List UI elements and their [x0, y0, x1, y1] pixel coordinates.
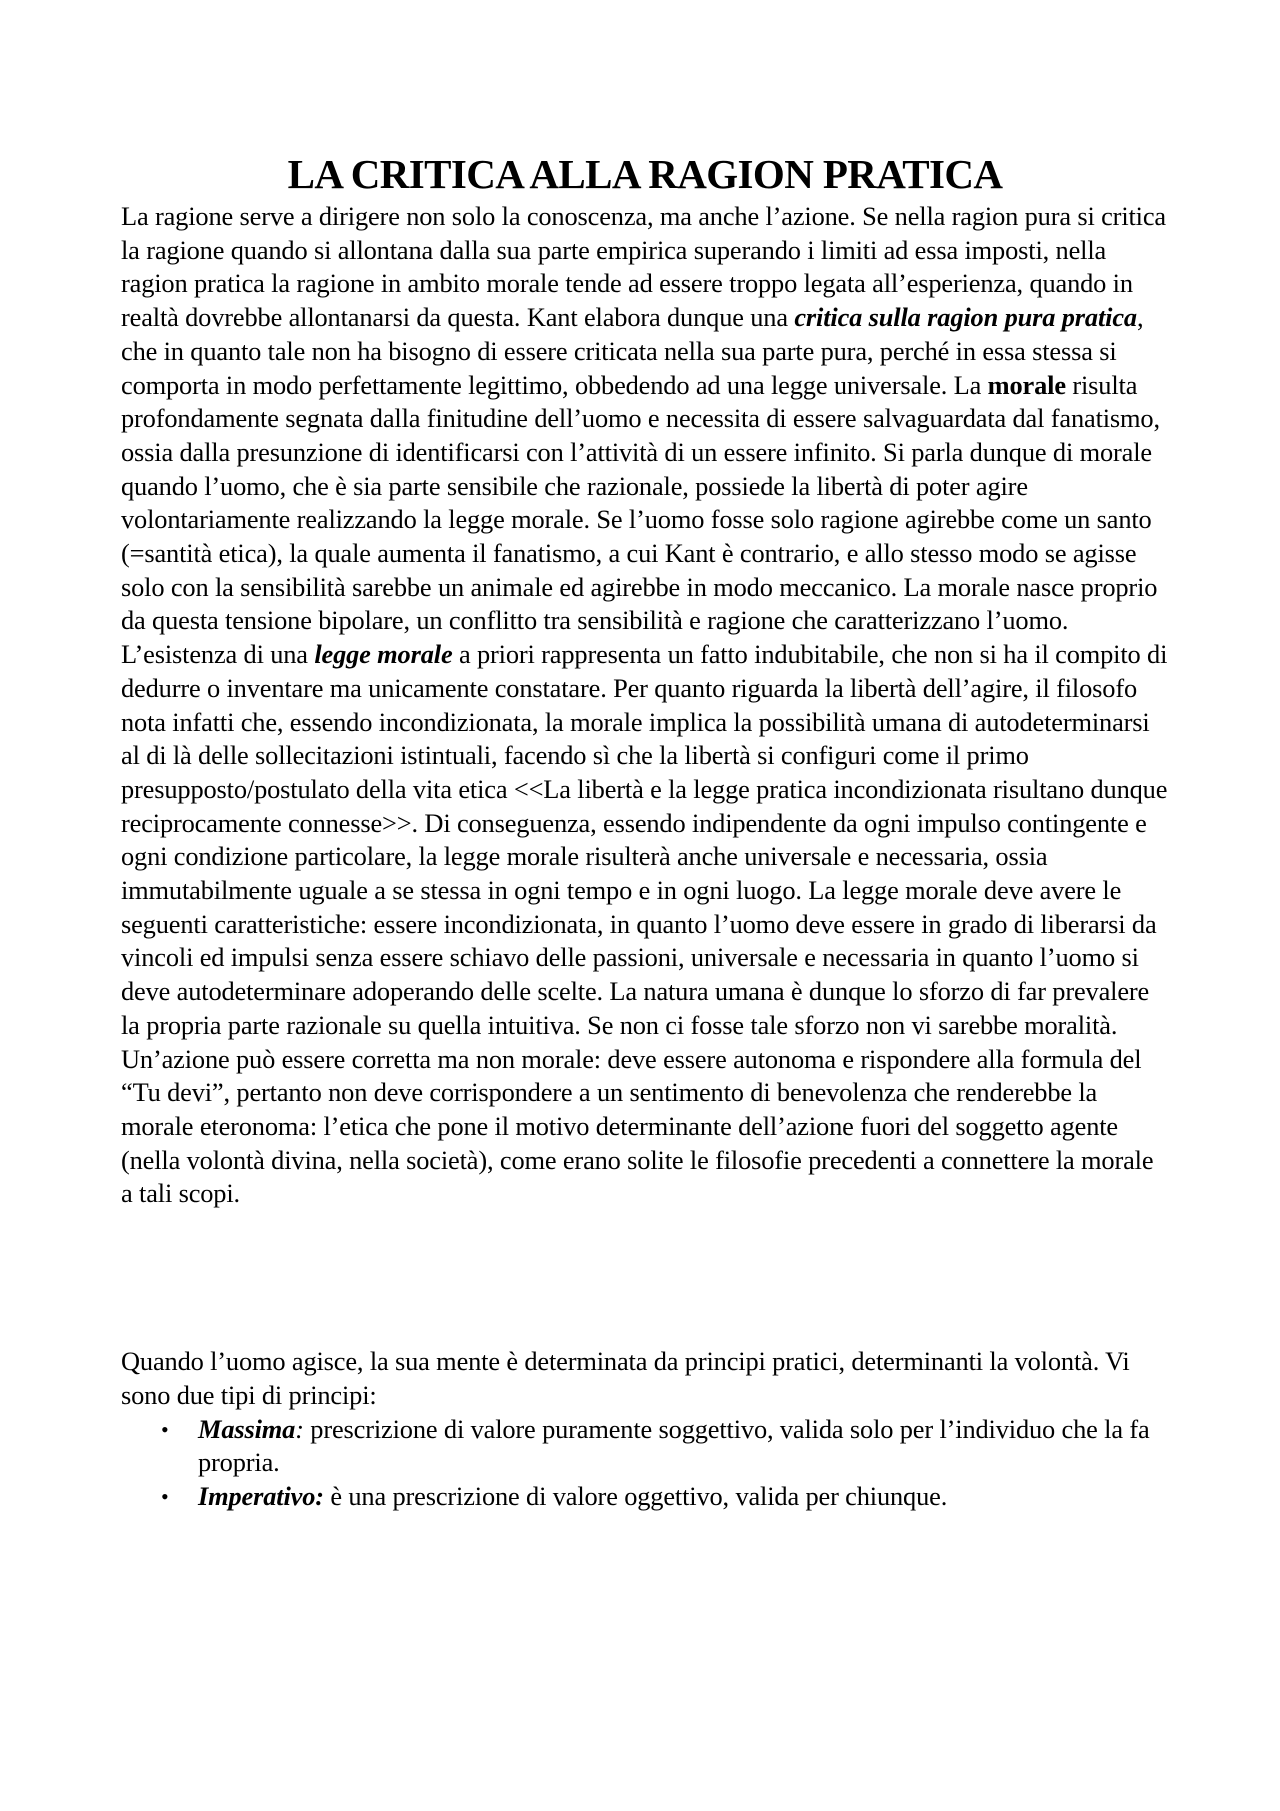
paragraph-principi: Quando l’uomo agisce, la sua mente è determinata da principi pratici, determinanti la volontà. Vi sono due tipi di principi: [121, 1346, 1130, 1410]
list-item-massima [121, 1413, 1169, 1480]
paragraph-intro-text-4: a priori rappresenta un fatto indubitabile, che non si ha il compito di dedurre o inventare ma unicamente constatare. Per quanto riguarda la libertà dell’agire, il filosofo nota infatti che, essendo incondizionata, la morale implica la possibilità umana di autodeterminarsi al di là delle sollecitazioni istintuali, facendo sì che la libertà si configuri come il primo presupposto/postulato della vita etica <<La libertà e la legge pratica incondizionata risultano dunque reciprocamente connesse>>. Di conseguenza, essendo indipendente da ogni impulso contingente e ogni condizione particolare, la legge morale risulterà anche universale e necessaria, ossia immutabilmente uguale a se stessa in ogni tempo e in ogni luogo. La legge morale deve avere le seguenti caratteristiche: essere incondizionata, in quanto l’uomo deve essere in grado di liberarsi da vincoli ed impulsi senza essere schiavo delle passioni, universale e necessaria in quanto l’uomo si deve autodeterminare adoperando delle scelte. La natura umana è dunque lo sforzo di far prevalere la propria parte razionale su quella intuitiva. Se non ci fosse tale sforzo non vi sarebbe moralità. Un’azione può essere corretta ma non morale: deve essere autonoma e rispondere alla formula del “Tu devi”, pertanto non deve corrispondere a un sentimento di benevolenza che renderebbe la morale eteronoma: l’etica che pone il motivo determinante dell’azione fuori del soggetto agente (nella volontà divina, nella società), come erano solite le filosofie precedenti a connettere la morale a tali scopi. [121, 639, 1168, 1209]
term-massima: Massima [198, 1413, 296, 1444]
bold-morale: morale [987, 369, 1066, 400]
principles-list [121, 1413, 1169, 1514]
paragraph-intro-text-2: , che in quanto tale non ha bisogno di essere criticata nella sua parte pura, perché in essa stessa si comporta in modo perfettamente legittimo, obbedendo ad una legge universale. La [121, 302, 1144, 400]
bullet-icon: • [161, 1416, 169, 1442]
definition-imperativo: è una prescrizione di valore oggettivo, valida per chiunque. [323, 1480, 948, 1511]
bullet-icon: • [161, 1483, 169, 1509]
term-imperativo: Imperativo: [198, 1480, 324, 1511]
paragraph-intro-text-3: risulta profondamente segnata dalla finitudine dell’uomo e necessita di essere salvaguardata dal fanatismo, ossia dalla presunzione di identificarsi con l’attività di un essere infinito. Si parla dunque di morale quando l’uomo, che è sia parte sensibile che razionale, possiede la libertà di poter agire volontariamente realizzando la legge morale. Se l’uomo fosse solo ragione agirebbe come un santo (=santità etica), la quale aumenta il fanatismo, a cui Kant è contrario, e allo stesso modo se agisse solo con la sensibilità sarebbe un animale ed agirebbe in modo meccanico. La morale nasce proprio da questa tensione bipolare, un conflitto tra sensibilità e ragione che caratterizzano l’uomo. L’esistenza di una [121, 369, 1160, 670]
document-page [121, 148, 1169, 1514]
emphasis-legge-morale: legge morale [314, 639, 453, 670]
paragraph-intro-text-1: La ragione serve a dirigere non solo la conoscenza, ma anche l’azione. Se nella ragion pura si critica la ragione quando si allontana dalla sua parte empirica superando i limiti ad essa imposti, nella ragion pratica la ragione in ambito morale tende ad essere troppo legata all’esperienza, quando in realtà dovrebbe allontanarsi da questa. Kant elabora dunque una [121, 201, 1166, 333]
emphasis-critica-ragion-pura-pratica: critica sulla ragion pura pratica [794, 302, 1137, 333]
list-item-imperativo [121, 1480, 1169, 1514]
paragraph-intro [121, 200, 1169, 1211]
definition-massima: prescrizione di valore puramente soggettivo, valida solo per l’individuo che la fa propria. [198, 1413, 1150, 1478]
term-massima-colon: : [295, 1413, 304, 1444]
document-title: LA CRITICA ALLA RAGION PRATICA [287, 151, 1003, 197]
